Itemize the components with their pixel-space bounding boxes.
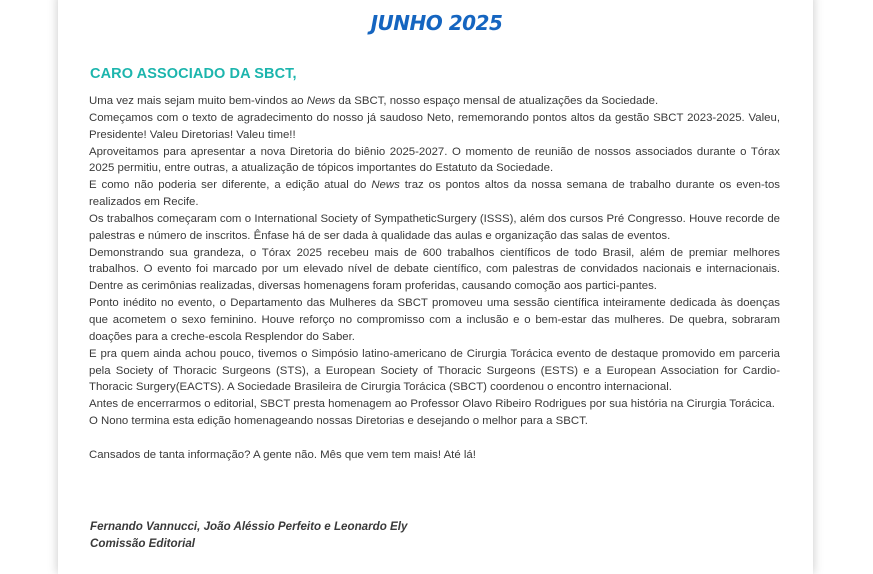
page-title: JUNHO 2025 — [370, 11, 503, 35]
paragraph-tribute: Antes de encerrarmos o editorial, SBCT presta homenagem ao Professor Olavo Ribeiro Rodrigues por sua história na Cirurgia Torácica. — [89, 398, 775, 411]
greeting-heading: CARO ASSOCIADO DA SBCT, — [90, 66, 297, 82]
text-run: E como não poderia ser diferente, a edição atual do — [89, 179, 372, 192]
paragraph-farewell: Cansados de tanta informação? A gente não. Mês que vem tem mais! Até lá! — [89, 448, 476, 461]
paragraph-symposium: E pra quem ainda achou pouco, tivemos o Simpósio latino-americano de Cirurgia Torácica evento de destaque promovido em parceria pela Society of Thoracic Surgeons (STS), a European Society of Thoracic Surgeons (ESTS) e a European Association for Cardio-Thoracic Surgery(EACTS). A Sociedade Brasileira de Cirurgia Torácica (SBCT) coordenou o encontro internacional. — [89, 347, 780, 394]
text-run: da SBCT, nosso espaço mensal de atualizações da Sociedade. — [335, 95, 659, 107]
news-emphasis: News — [371, 179, 400, 192]
editorial-body — [89, 93, 780, 464]
signature-authors: Fernando Vannucci, João Aléssio Perfeito e Leonardo Ely — [90, 520, 408, 533]
signature-role: Comissão Editorial — [90, 537, 196, 550]
paragraph-torax: Demonstrando sua grandeza, o Tórax 2025 recebeu mais de 600 trabalhos científicos de todo Brasil, além de premiar melhores trabalhos. O evento foi marcado por um elevado nível de debate científico, com palestras de convidados nacionais e internacionais. Dentre as cerimônias realizadas, diversas homenagens foram proferidas, causando comoção aos partici-pantes. — [89, 246, 780, 293]
paragraph-isss: Os trabalhos começaram com o International Society of SympatheticSurgery (ISSS), além dos cursos Pré Congresso. Houve recorde de palestras e número de inscritos. Ênfase há de ser dada à qualidade das aulas e organização das salas de eventos. — [89, 212, 780, 242]
paragraph-closing: O Nono termina esta edição homenageando nossas Diretorias e desejando o melhor para a SBCT. — [89, 415, 588, 428]
signature-block — [90, 518, 407, 552]
text-run: Uma vez mais sejam muito bem-vindos ao — [89, 95, 307, 107]
paragraph-women: Ponto inédito no evento, o Departamento das Mulheres da SBCT promoveu uma sessão científica inteiramente dedicada às doenças que acometem o sexo feminino. Houve reforço no compromisso com a inclusão e o bem-estar das mulheres. De quebra, sobraram doações para a creche-escola Resplendor do Saber. — [89, 297, 780, 343]
paragraph-edition — [89, 177, 780, 211]
paragraph-welcome — [89, 93, 780, 110]
paragraph-thanks: Começamos com o texto de agradecimento do nosso já saudoso Neto, rememorando pontos altos da gestão SBCT 2023-2025. Valeu, Presidente! Valeu Diretorias! Valeu time!! — [89, 111, 780, 141]
paragraph-new-board: Aproveitamos para apresentar a nova Diretoria do biênio 2025-2027. O momento de reunião de nossos associados durante o Tórax 2025 permitiu, entre outras, a atualização de tópicos importantes do Estatuto da Sociedade. — [89, 145, 780, 175]
text-run: traz os pontos altos da nossa semana de trabalho durante os even-tos realizados em Recife. — [89, 179, 780, 209]
news-emphasis: News — [306, 95, 336, 107]
